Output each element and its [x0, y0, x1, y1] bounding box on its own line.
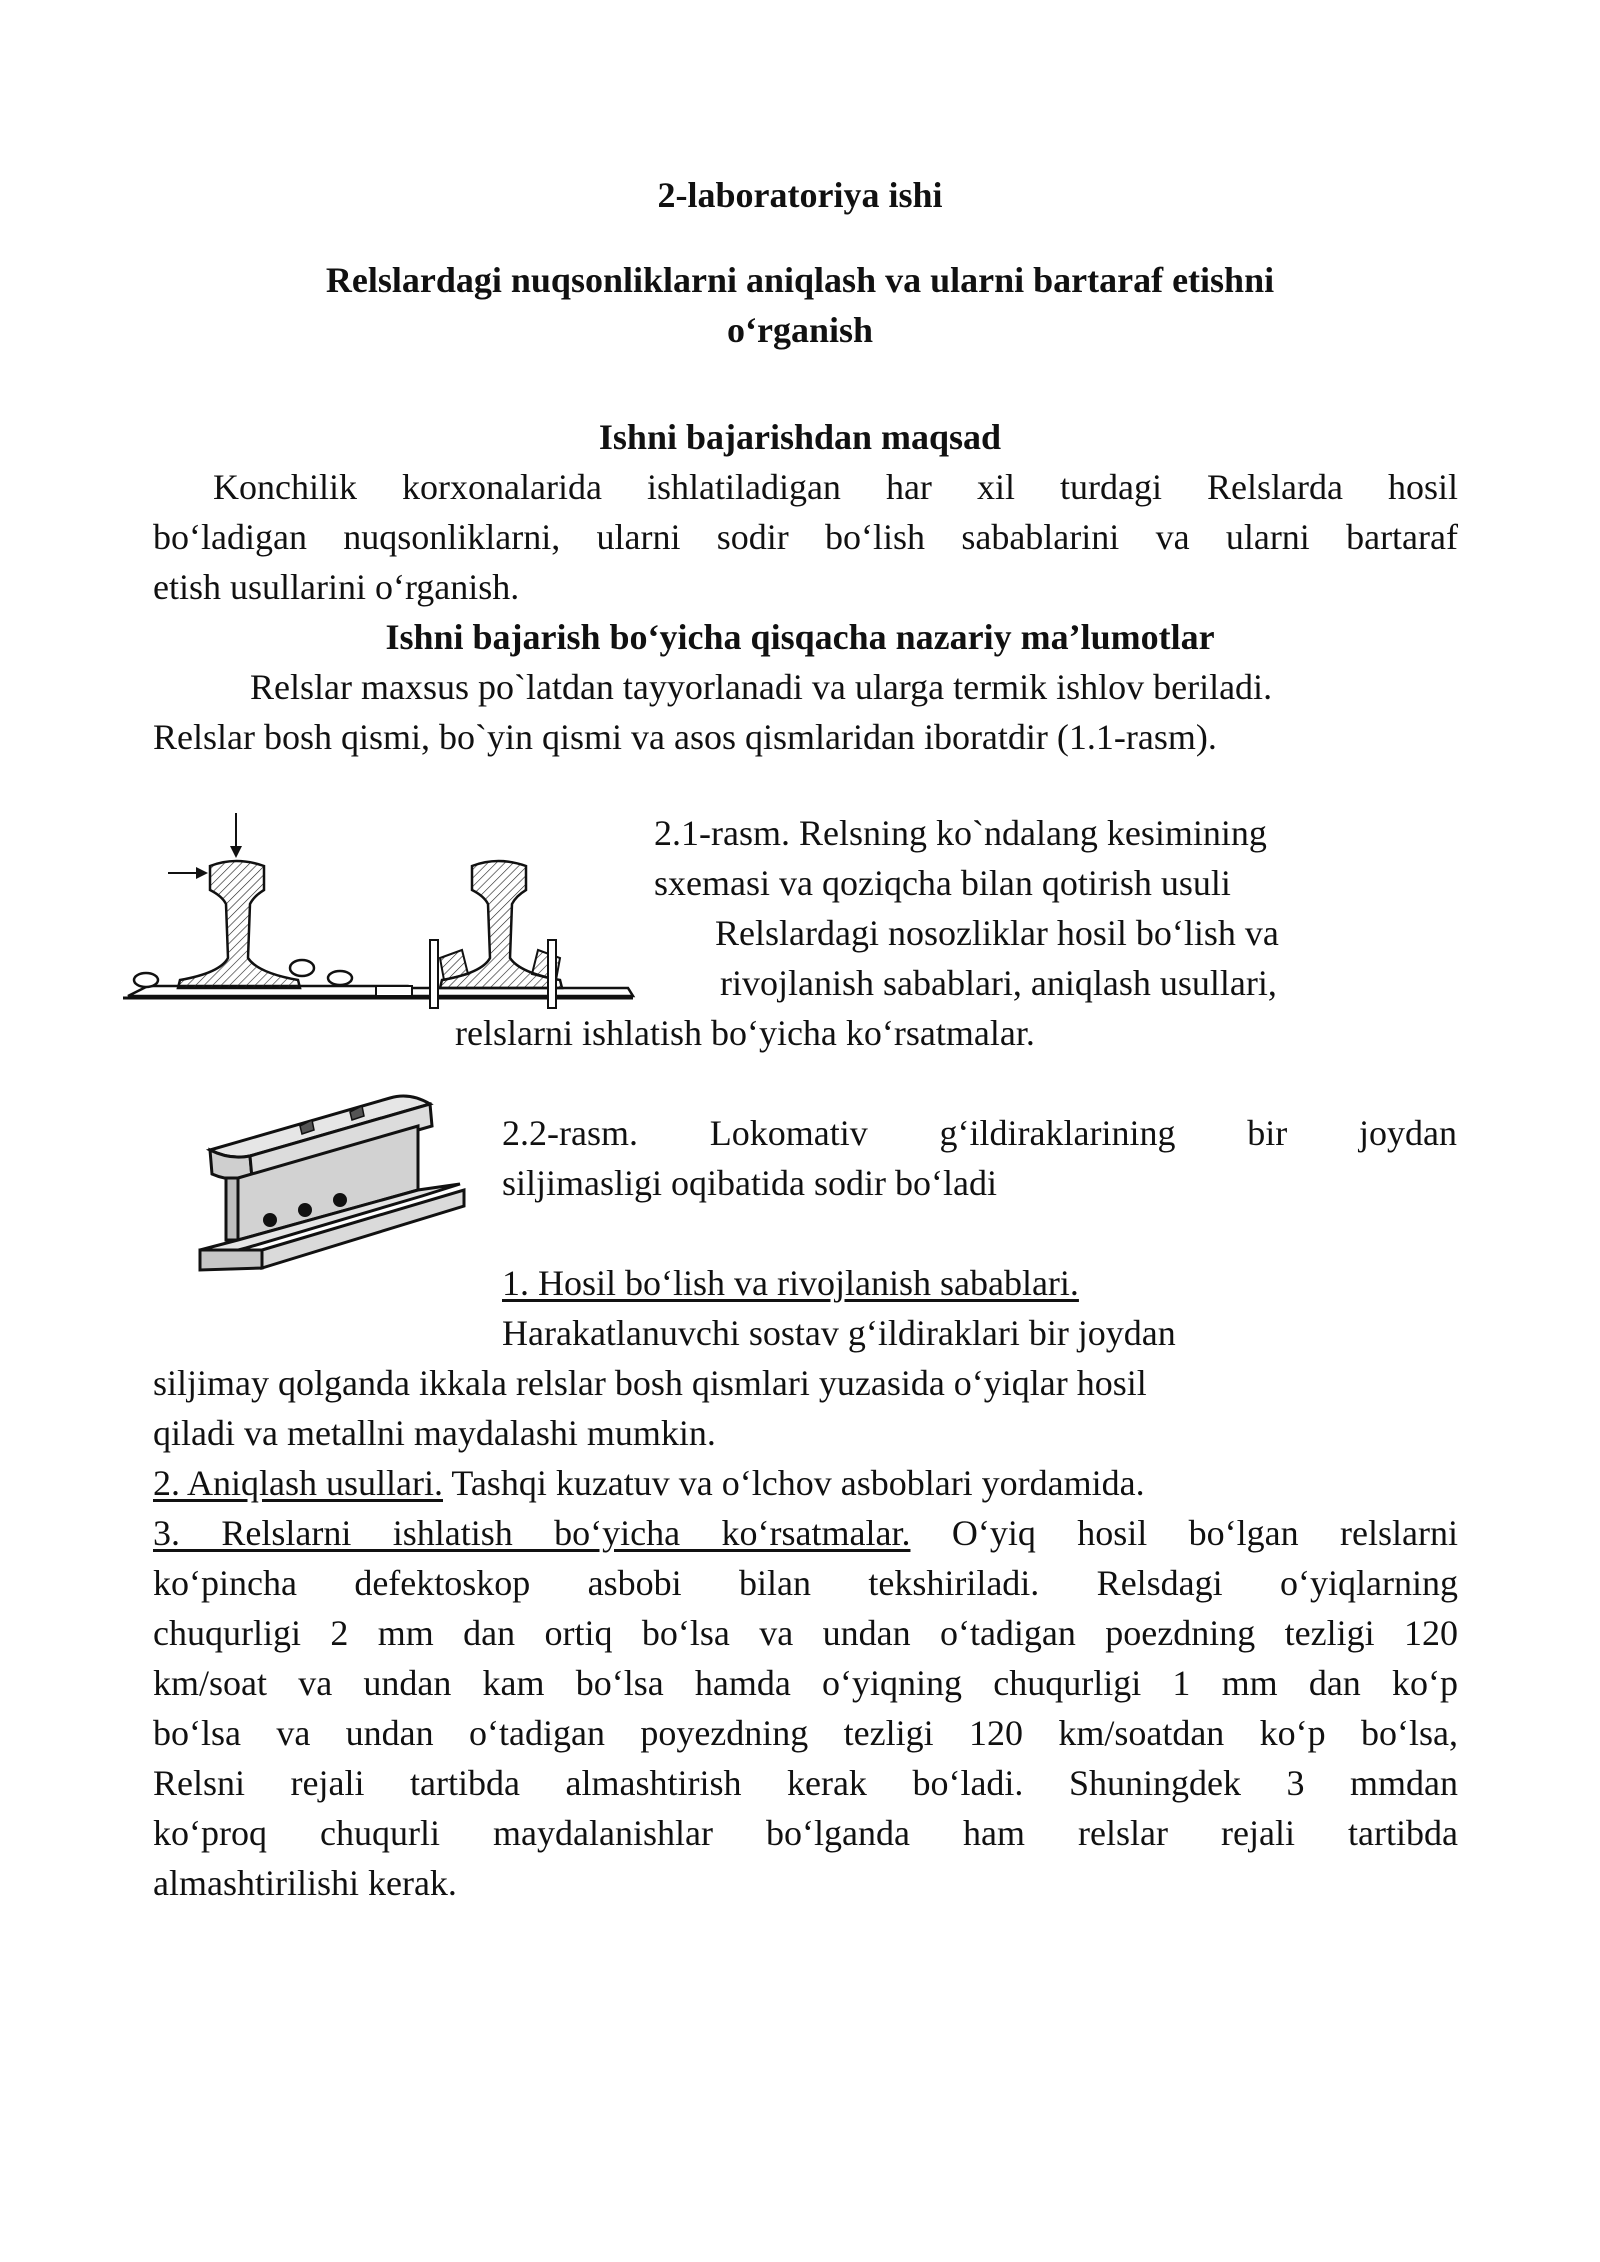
item3-line: ko‘proq chuqurli maydalanishlar bo‘lganda ham relslar rejali tartibda: [153, 1813, 1458, 1853]
topic-title-line2: o‘rganish: [726, 310, 874, 350]
item3-first-line-rest: O‘yiq hosil bo‘lgan relslarni: [910, 1513, 1458, 1553]
rail-cross-section-figure: [118, 808, 638, 1008]
item2-text: Tashqi kuzatuv va o‘lchov asboblari yordamida.: [443, 1463, 1145, 1503]
goal-line: etish usullarini o‘rganish.: [153, 567, 520, 607]
item1-label: 1. Hosil bo‘lish va rivojlanish sabablari.: [502, 1263, 1079, 1303]
figure2-caption-line2: siljimasligi oqibatida sodir bo‘ladi: [502, 1163, 997, 1203]
item3-line: Relsni rejali tartibda almashtirish kerak bo‘ladi. Shuningdek 3 mmdan: [153, 1763, 1458, 1803]
figure2-caption-line1: 2.2-rasm. Lokomativ g‘ildiraklarining bir joydan: [502, 1113, 1457, 1153]
theory-line: Relslar bosh qismi, bo`yin qismi va asos qismlaridan iboratdir (1.1-rasm).: [153, 717, 1217, 757]
lab-title: 2-laboratoriya ishi: [657, 175, 943, 215]
item2-paragraph: [153, 1458, 1458, 1508]
item3-line: ko‘pincha defektoskop asbobi bilan tekshiriladi. Relsdagi o‘yiqlarning: [153, 1563, 1458, 1603]
goal-heading: Ishni bajarishdan maqsad: [598, 417, 1002, 457]
item3-line: km/soat va undan kam bo‘lsa hamda o‘yiqning chuqurligi 1 mm dan ko‘p: [153, 1663, 1458, 1703]
goal-line: Konchilik korxonalarida ishlatiladigan har xil turdagi Relslarda hosil: [213, 467, 1458, 507]
figure1-caption-line2: sxemasi va qoziqcha bilan qotirish usuli: [654, 863, 1231, 903]
item3-line: bo‘lsa va undan o‘tadigan poyezdning tezligi 120 km/soatdan ko‘p bo‘lsa,: [153, 1713, 1458, 1753]
figure1-subheading-line3: relslarni ishlatish bo‘yicha ko‘rsatmalar.: [455, 1013, 1035, 1053]
item3-line: chuqurligi 2 mm dan ortiq bo‘lsa va undan o‘tadigan poezdning tezligi 120: [153, 1613, 1458, 1653]
topic-title-line1: Relslardagi nuqsonliklarni aniqlash va ularni bartaraf etishni: [325, 260, 1275, 300]
item3-first-line: [153, 1508, 1458, 1558]
item1-line: qiladi va metallni maydalashi mumkin.: [153, 1413, 716, 1453]
item3-label: 3. Relslarni ishlatish bo‘yicha ko‘rsatmalar.: [153, 1513, 911, 1553]
item1-line: Harakatlanuvchi sostav g‘ildiraklari bir joydan: [502, 1313, 1176, 1353]
goal-line: bo‘ladigan nuqsonliklarni, ularni sodir bo‘lish sabablarini va ularni bartaraf: [153, 517, 1458, 557]
item3-line: almashtirilishi kerak.: [153, 1863, 457, 1903]
rail-wear-figure: [190, 1090, 490, 1290]
figure1-caption-line1: 2.1-rasm. Relsning ko`ndalang kesimining: [654, 813, 1267, 853]
theory-line: Relslar maxsus po`latdan tayyorlanadi va ularga termik ishlov beriladi.: [250, 667, 1273, 707]
item1-line: siljimay qolganda ikkala relslar bosh qismlari yuzasida o‘yiqlar hosil: [153, 1363, 1147, 1403]
figure1-subheading-line2: rivojlanish sabablari, aniqlash usullari,: [720, 963, 1277, 1003]
item2-label: 2. Aniqlash usullari.: [153, 1463, 443, 1503]
figure1-subheading-line1: Relslardagi nosozliklar hosil bo‘lish va: [715, 913, 1279, 953]
theory-heading: Ishni bajarish bo‘yicha qisqacha nazariy ma’lumotlar: [385, 617, 1215, 657]
